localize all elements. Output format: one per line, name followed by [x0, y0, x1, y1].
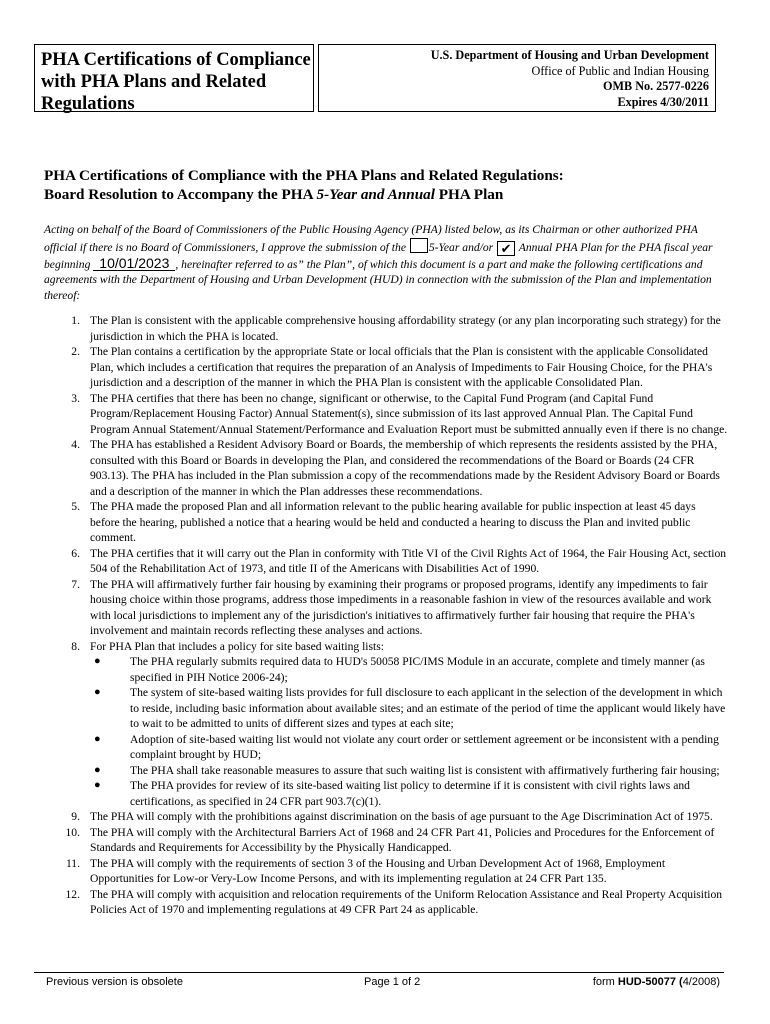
bullet-icon: ●	[94, 763, 101, 776]
form-id-prefix: form	[592, 976, 618, 988]
list-item	[44, 437, 728, 499]
bullet-icon: ●	[94, 655, 101, 667]
list-item	[44, 577, 728, 639]
bullet-icon: ●	[94, 779, 101, 791]
bullet-icon: ●	[94, 686, 101, 698]
page-footer	[34, 972, 724, 993]
bullet-item	[90, 654, 728, 685]
item-text: For PHA Plan that includes a policy for site based waiting lists:	[90, 639, 384, 653]
bullet-item	[90, 685, 728, 732]
form-title-box	[34, 44, 314, 112]
item-number: 4.	[71, 438, 80, 451]
list-item	[44, 546, 728, 577]
bullet-text: The PHA regularly submits required data to HUD's 50058 PIC/IMS Module in an accurate, complete and timely manner (as specified in PIH Notice 2006-24);	[130, 655, 705, 684]
item-number: 6.	[71, 546, 80, 560]
item-number: 8.	[71, 639, 80, 653]
list-item	[44, 313, 728, 344]
list-item	[44, 639, 728, 810]
omb-number: OMB No. 2577-0226	[603, 79, 709, 93]
intro-text-4: , hereinafter referred to as” the Plan”, of which this document is a part and make the following certifications and agreements with the Department of Housing and Urban Development (HUD) in connection with the submission of the Plan and implementation thereof:	[44, 257, 712, 302]
item-number: 9.	[71, 810, 80, 823]
office-name: Office of Public and Indian Housing	[531, 63, 709, 78]
intro-text-1: Acting on behalf of the Board of Commissioners of the Public Housing Agency (PHA) listed below, as its Chairman or other authorized PHA official if there is no Board of Commissioners, I approve the submission of the	[44, 223, 698, 254]
heading-line-2-post: PHA Plan	[434, 186, 504, 203]
item-text: The PHA will comply with the requirements of section 3 of the Housing and Urban Development Act of 1968, Employment Opportunities for Low-or Very-Low Income Persons, and with its implementing regulation at 24 CFR Part 135.	[90, 856, 666, 885]
list-item	[44, 856, 728, 887]
bullet-text: The PHA provides for review of its site-based waiting list policy to determine if it is consistent with civil rights laws and certifications, as specified in 24 CFR part 903.7(c)(1).	[130, 779, 690, 808]
heading-line-1: PHA Certifications of Compliance with the PHA Plans and Related Regulations:	[44, 167, 564, 184]
item-number: 10.	[65, 825, 80, 839]
item-number: 1.	[71, 314, 80, 327]
bullet-text: The system of site-based waiting lists provides for full disclosure to each applicant in the selection of the development in which to reside, including basic information about available sites; and an estimate of the period of time the applicant would likely have to wait to be admitted to units of different sizes and types at each site;	[130, 686, 726, 730]
list-item	[44, 391, 728, 438]
item-text: The PHA certifies that it will carry out the Plan in conformity with Title VI of the Civil Rights Act of 1964, the Fair Housing Act, section 504 of the Rehabilitation Act of 1973, and title II of the Americans with Disabilities Act of 1990.	[90, 546, 727, 575]
form-title: PHA Certifications of Compliance with PHA Plans and Related Regulations	[41, 50, 311, 114]
agency-box	[318, 44, 716, 112]
form-number: HUD-50077 (	[617, 976, 683, 988]
annual-plan-checkbox[interactable]: ✔	[497, 241, 515, 256]
page-number: Page 1 of 2	[364, 976, 421, 988]
fiscal-year-start-field[interactable]: 10/01/2023	[93, 256, 175, 271]
item-text: The PHA certifies that there has been no change, significant or otherwise, to the Capital Fund Program (and Capital Fund Program/Replacement Housing Factor) Annual Statement(s), since submission of its last approved Annual Plan. The Capital Fund Program Annual Statement/Annual Statement/Performance and Evaluation Report must be submitted annually even if there is no change.	[90, 391, 728, 436]
item-text: The Plan is consistent with the applicable comprehensive housing affordability strategy (or any plan incorporating such strategy) for the jurisdiction in which the PHA is located.	[90, 314, 721, 343]
intro-paragraph	[44, 222, 728, 303]
bullet-item	[90, 778, 728, 809]
intro-text-2: 5-Year and/or	[428, 240, 497, 254]
form-id	[593, 976, 720, 988]
form-date: 4/2008)	[682, 976, 720, 988]
bullet-text: The PHA shall take reasonable measures to assure that such waiting list is consistent with affirmatively furthering fair housing;	[130, 763, 720, 777]
bullet-item	[90, 732, 728, 763]
item-text: The Plan contains a certification by the appropriate State or local officials that the Plan is consistent with the applicable Consolidated Plan, which includes a certification that requires the preparation of an Analysis of Impediments to Fair Housing Choice, for the PHA's jurisdiction and a description of the manner in which the PHA Plan is consistent with the applicable Consolidated Plan.	[90, 345, 713, 389]
heading-line-2-italic: 5-Year and Annual	[316, 186, 435, 203]
item-text: The PHA will affirmatively further fair housing by examining their programs or proposed programs, identify any impediments to fair housing choice within those programs, address those impediments in a reasonable fashion in view of the resources available and work with local jurisdictions to implement any of the jurisdiction's initiatives to affirmatively further fair housing that require the PHA's involvement and maintain records reflecting these analyses and actions.	[90, 577, 712, 637]
item-text: The PHA will comply with the Architectural Barriers Act of 1968 and 24 CFR Part 41, Policies and Procedures for the Enforcement of Standards and Requirements for Accessibility by the Physically Handicapped.	[90, 825, 715, 854]
intro-text-3: Annual PHA Plan for the PHA fiscal year beginning	[44, 240, 713, 271]
site-based-waiting-list-bullets	[90, 654, 728, 809]
list-item	[44, 499, 728, 546]
item-text: The PHA made the proposed Plan and all information relevant to the public hearing available for public inspection at least 45 days before the hearing, published a notice that a hearing would be held and conducted a hearing to discuss the Plan and invited public comment.	[90, 500, 696, 544]
item-number: 3.	[71, 391, 80, 405]
agency-name: U.S. Department of Housing and Urban Development	[430, 48, 709, 62]
item-number: 2.	[71, 345, 80, 358]
item-number: 12.	[65, 887, 80, 901]
obsolete-notice: Previous version is obsolete	[46, 976, 183, 988]
item-number: 11.	[65, 856, 80, 870]
five-year-plan-checkbox[interactable]	[410, 238, 428, 253]
list-item	[44, 344, 728, 391]
item-number: 7.	[71, 577, 80, 591]
item-text: The PHA will comply with the prohibitions against discrimination on the basis of age pursuant to the Age Discrimination Act of 1975.	[90, 810, 713, 823]
section-heading	[44, 166, 734, 204]
item-text: The PHA will comply with acquisition and relocation requirements of the Uniform Relocation Assistance and Real Property Acquisition Policies Act of 1970 and implementing regulations at 49 CFR Part 24 as applicable.	[90, 887, 723, 916]
bullet-item	[90, 763, 728, 779]
list-item	[44, 887, 728, 918]
list-item	[44, 825, 728, 856]
item-number: 5.	[71, 500, 80, 513]
certifications-list	[44, 313, 728, 918]
list-item	[44, 809, 728, 825]
heading-line-2	[44, 185, 734, 204]
heading-line-2-pre: Board Resolution to Accompany the PHA	[44, 186, 317, 203]
item-text: The PHA has established a Resident Advisory Board or Boards, the membership of which represents the residents assisted by the PHA, consulted with this Board or Boards in developing the Plan, and considered the recommendations of the Board or Boards (24 CFR 903.13). The PHA has included in the Plan submission a copy of the recommendations made by the Resident Advisory Board or Boards and a description of the manner in which the Plan addresses these recommendations.	[90, 438, 720, 498]
bullet-text: Adoption of site-based waiting list would not violate any court order or settlement agreement or be inconsistent with a pending complaint brought by HUD;	[130, 732, 719, 761]
bullet-icon: ●	[94, 732, 101, 745]
expiration-date: Expires 4/30/2011	[617, 94, 709, 109]
